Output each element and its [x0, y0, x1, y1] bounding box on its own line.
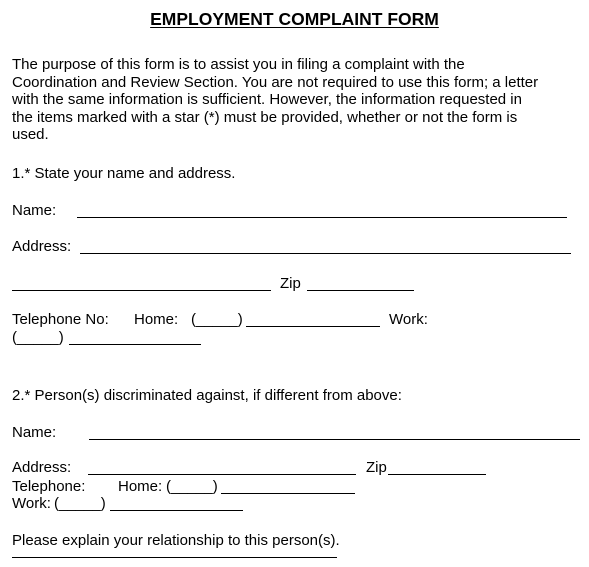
section2-zip-field[interactable] — [388, 474, 486, 475]
section1-home-area-code[interactable]: (_____) — [191, 311, 243, 328]
intro-line: The purpose of this form is to assist you in filing a complaint with the — [12, 56, 465, 73]
section2-telephone-label: Telephone: — [12, 478, 86, 495]
section2-home-label: Home: — [118, 478, 163, 495]
section2-work-area-code[interactable]: (_____) — [54, 495, 106, 512]
section1-work-phone-field[interactable] — [69, 344, 201, 345]
section2-home-phone-field[interactable] — [221, 493, 355, 494]
section1-home-phone-field[interactable] — [246, 326, 380, 327]
section1-heading: 1.* State your name and address. — [12, 165, 236, 182]
section2-home-area-code[interactable]: (_____) — [166, 478, 218, 495]
intro-paragraph — [12, 56, 582, 144]
section2-name-label: Name: — [12, 424, 57, 441]
section1-name-field[interactable] — [77, 217, 567, 218]
section2-name-field[interactable] — [89, 439, 580, 440]
section1-telephone-label: Telephone No: — [12, 311, 109, 328]
section1-address-field[interactable] — [80, 253, 571, 254]
section2-address-field[interactable] — [88, 474, 356, 475]
section1-zip-field[interactable] — [307, 290, 414, 291]
section2-work-phone-field[interactable] — [110, 510, 243, 511]
intro-line: the items marked with a star (*) must be provided, whether or not the form is — [12, 108, 518, 126]
relationship-field[interactable] — [12, 557, 337, 558]
section1-work-area-code[interactable]: (_____) — [12, 329, 64, 346]
section2-zip-label: Zip — [366, 459, 387, 476]
section1-home-label: Home: — [134, 311, 179, 328]
section1-address-label: Address: — [12, 238, 72, 255]
relationship-prompt: Please explain your relationship to this person(s). — [12, 532, 340, 549]
section2-address-label: Address: — [12, 459, 72, 476]
intro-line: with the same information is sufficient. However, the information requested in — [12, 91, 522, 108]
section2-heading: 2.* Person(s) discriminated against, if different from above: — [12, 387, 402, 404]
intro-line: used. — [12, 126, 49, 143]
form-title: EMPLOYMENT COMPLAINT FORM — [150, 9, 439, 29]
section1-work-label: Work: — [389, 311, 428, 328]
section1-zip-label: Zip — [280, 275, 301, 292]
intro-line: Coordination and Review Section. You are not required to use this form; a letter — [12, 73, 539, 91]
section1-address-line2-field[interactable] — [12, 290, 271, 291]
section2-work-label: Work: — [12, 495, 51, 512]
section1-name-label: Name: — [12, 202, 57, 219]
